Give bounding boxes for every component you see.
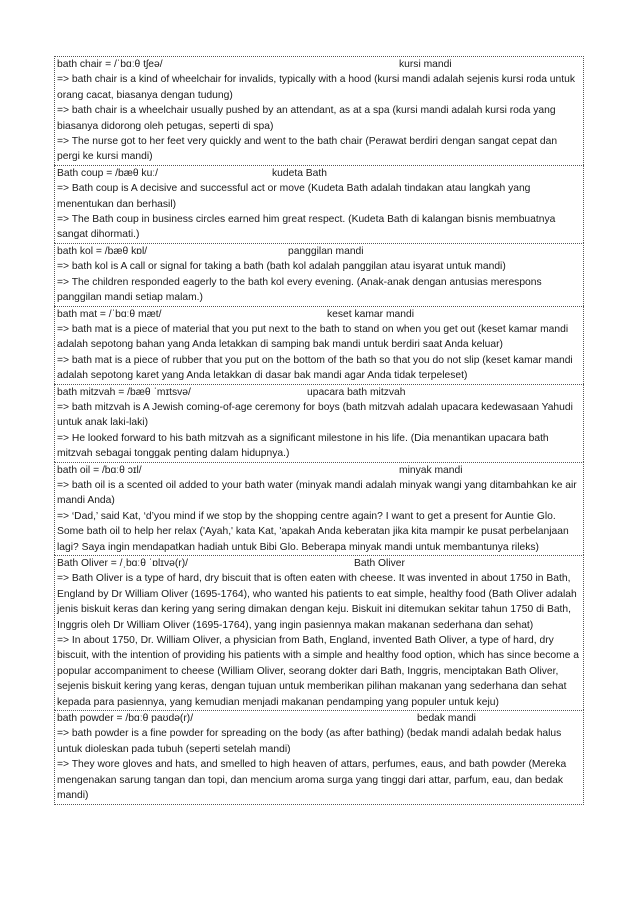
entry-term-pronunciation: bath mat = /ˈbɑːθ mæt/ bbox=[57, 308, 162, 320]
definition-line: => bath chair is a kind of wheelchair for invalids, typically with a hood (kursi mandi adalah sejenis kursi roda untuk orang cacat, biasanya dengan tudung) bbox=[57, 74, 575, 101]
example-line: => In about 1750, Dr. William Oliver, a physician from Bath, England, invented Bath Oliver, a type of hard, dry biscuit, with the intention of providing his patients with a simple and healthy food option, which has since become a popular accompaniment to cheese (William Oliver, seorang dokter dari Bath, Inggris, menciptakan Bath Oliver, sejenis biskuit kering yang keras, dengan tujuan untuk memberikan pilihan makanan yang sederhana dan sehat kepada para pasiennya, yang kemudian menjadi makanan pendamping yang populer untuk keju) bbox=[57, 635, 580, 708]
entry-bath-kol bbox=[54, 243, 584, 306]
definition-line: => bath mitzvah is A Jewish coming-of-age ceremony for boys (bath mitzvah adalah upacara kedewasaan Yahudi untuk anak laki-laki) bbox=[57, 401, 573, 429]
entry-bath-oliver bbox=[54, 555, 584, 710]
entry-term-pronunciation: Bath Oliver = /ˌbɑːθ ˈɒlɪvə(r)/ bbox=[57, 558, 188, 569]
definition-line: => bath mat is a piece of material that you put next to the bath to stand on when you get out (keset kamar mandi adalah sepotong bahan yang Anda letakkan di samping bak mandi untuk berdiri saat Anda keluar) bbox=[57, 323, 569, 351]
entry-translation: kudeta Bath bbox=[272, 167, 327, 179]
entry-bath-coup bbox=[54, 165, 584, 243]
entry-heading bbox=[57, 244, 581, 259]
entry-term-pronunciation: bath kol = /bæθ kɒl/ bbox=[57, 245, 148, 257]
entry-translation: upacara bath mitzvah bbox=[307, 386, 406, 398]
entry-translation: keset kamar mandi bbox=[327, 308, 414, 320]
example-line: => The Bath coup in business circles earned him great respect. (Kudeta Bath di kalangan bisnis membuatnya sangat dihormati.) bbox=[57, 214, 556, 241]
entry-bath-chair bbox=[54, 56, 584, 165]
entry-heading bbox=[57, 463, 581, 478]
entry-bath-oil bbox=[54, 462, 584, 555]
entry-translation: kursi mandi bbox=[399, 59, 452, 70]
entry-translation: panggilan mandi bbox=[288, 245, 364, 257]
entry-heading bbox=[57, 711, 581, 726]
example-line: => The nurse got to her feet very quickly and went to the bath chair (Perawat berdiri dengan sangat cepat dan pergi ke kursi mandi) bbox=[57, 136, 558, 163]
entry-term-pronunciation: bath chair = /ˈbɑːθ tʃeə/ bbox=[57, 59, 163, 70]
entry-heading bbox=[57, 556, 581, 571]
entry-heading bbox=[57, 307, 581, 322]
definition-line: => bath oil is a scented oil added to your bath water (minyak mandi adalah minyak wangi yang ditambahkan ke air mandi Anda) bbox=[57, 479, 577, 507]
definition-line: => Bath Oliver is a type of hard, dry biscuit that is often eaten with cheese. It was invented in about 1750 in Bath, England by Dr William Oliver (1695-1764), who wanted his patients to eat simple, healthy food (Bath Oliver adalah jenis biskuit keras dan kering yang sering dimakan dengan keju. Biskuit ini ditemukan sekitar tahun 1750 di Bath, Inggris oleh Dr William Oliver (1695-1764), yang ingin pasiennya makan makanan sederhana dan sehat) bbox=[57, 573, 577, 631]
definition-line: => bath mat is a piece of rubber that you put on the bottom of the bath so that you do not slip (keset kamar mandi adalah sepotong karet yang Anda letakkan di dasar bak mandi agar Anda tidak terpeleset) bbox=[57, 354, 573, 382]
entry-term-pronunciation: bath mitzvah = /bæθ ˈmɪtsvə/ bbox=[57, 386, 191, 398]
dictionary-page bbox=[54, 56, 584, 805]
entry-translation: minyak mandi bbox=[399, 464, 463, 476]
example-line: => The children responded eagerly to the bath kol every evening. (Anak-anak dengan antusias merespons panggilan mandi setiap malam.) bbox=[57, 276, 542, 304]
entry-term-pronunciation: bath powder = /bɑːθ paʊdə(r)/ bbox=[57, 713, 194, 725]
definition-line: => bath powder is a fine powder for spreading on the body (as after bathing) (bedak mandi adalah bedak halus untuk dioleskan pada tubuh (seperti setelah mandi) bbox=[57, 728, 562, 755]
entry-bath-mitzvah bbox=[54, 384, 584, 462]
entry-heading bbox=[57, 385, 581, 400]
example-line: => ‘Dad,’ said Kat, ‘d’you mind if we stop by the shopping centre again? I want to get a present for Auntie Glo. Some bath oil to help her relax ('Ayah,' kata Kat, 'apakah Anda keberatan jika kita mampir ke pusat perbelanjaan lagi? Saya ingin mendapatkan hadiah untuk Bibi Glo. Beberapa minyak mandi untuk membantunya rileks) bbox=[57, 510, 569, 553]
entry-translation: bedak mandi bbox=[417, 713, 476, 725]
definition-line: => bath kol is A call or signal for taking a bath (bath kol adalah panggilan atau isyarat untuk mandi) bbox=[57, 261, 506, 273]
entry-bath-mat bbox=[54, 306, 584, 384]
entry-bath-powder bbox=[54, 710, 584, 804]
entry-term-pronunciation: bath oil = /bɑːθ ɔɪl/ bbox=[57, 464, 142, 476]
definition-line: => Bath coup is A decisive and successful act or move (Kudeta Bath adalah tindakan atau langkah yang menentukan dan berhasil) bbox=[57, 183, 531, 210]
entry-translation: Bath Oliver bbox=[354, 558, 405, 569]
entry-heading bbox=[57, 166, 581, 181]
example-line: => They wore gloves and hats, and smelled to high heaven of attars, perfumes, eaus, and bath powder (Mereka mengenakan sarung tangan dan topi, dan mencium aroma surga yang tinggi dari attar, parfum, eau, dan bedak mandi) bbox=[57, 759, 567, 802]
entry-heading bbox=[57, 57, 581, 72]
entry-term-pronunciation: Bath coup = /bæθ kuː/ bbox=[57, 167, 159, 179]
example-line: => He looked forward to his bath mitzvah as a significant milestone in his life. (Dia menantikan upacara bath mitzvah sebagai tonggak penting dalam hidupnya.) bbox=[57, 432, 549, 460]
definition-line: => bath chair is a wheelchair usually pushed by an attendant, as at a spa (kursi mandi adalah kursi roda yang biasanya didorong oleh petugas, seperti di spa) bbox=[57, 105, 556, 132]
